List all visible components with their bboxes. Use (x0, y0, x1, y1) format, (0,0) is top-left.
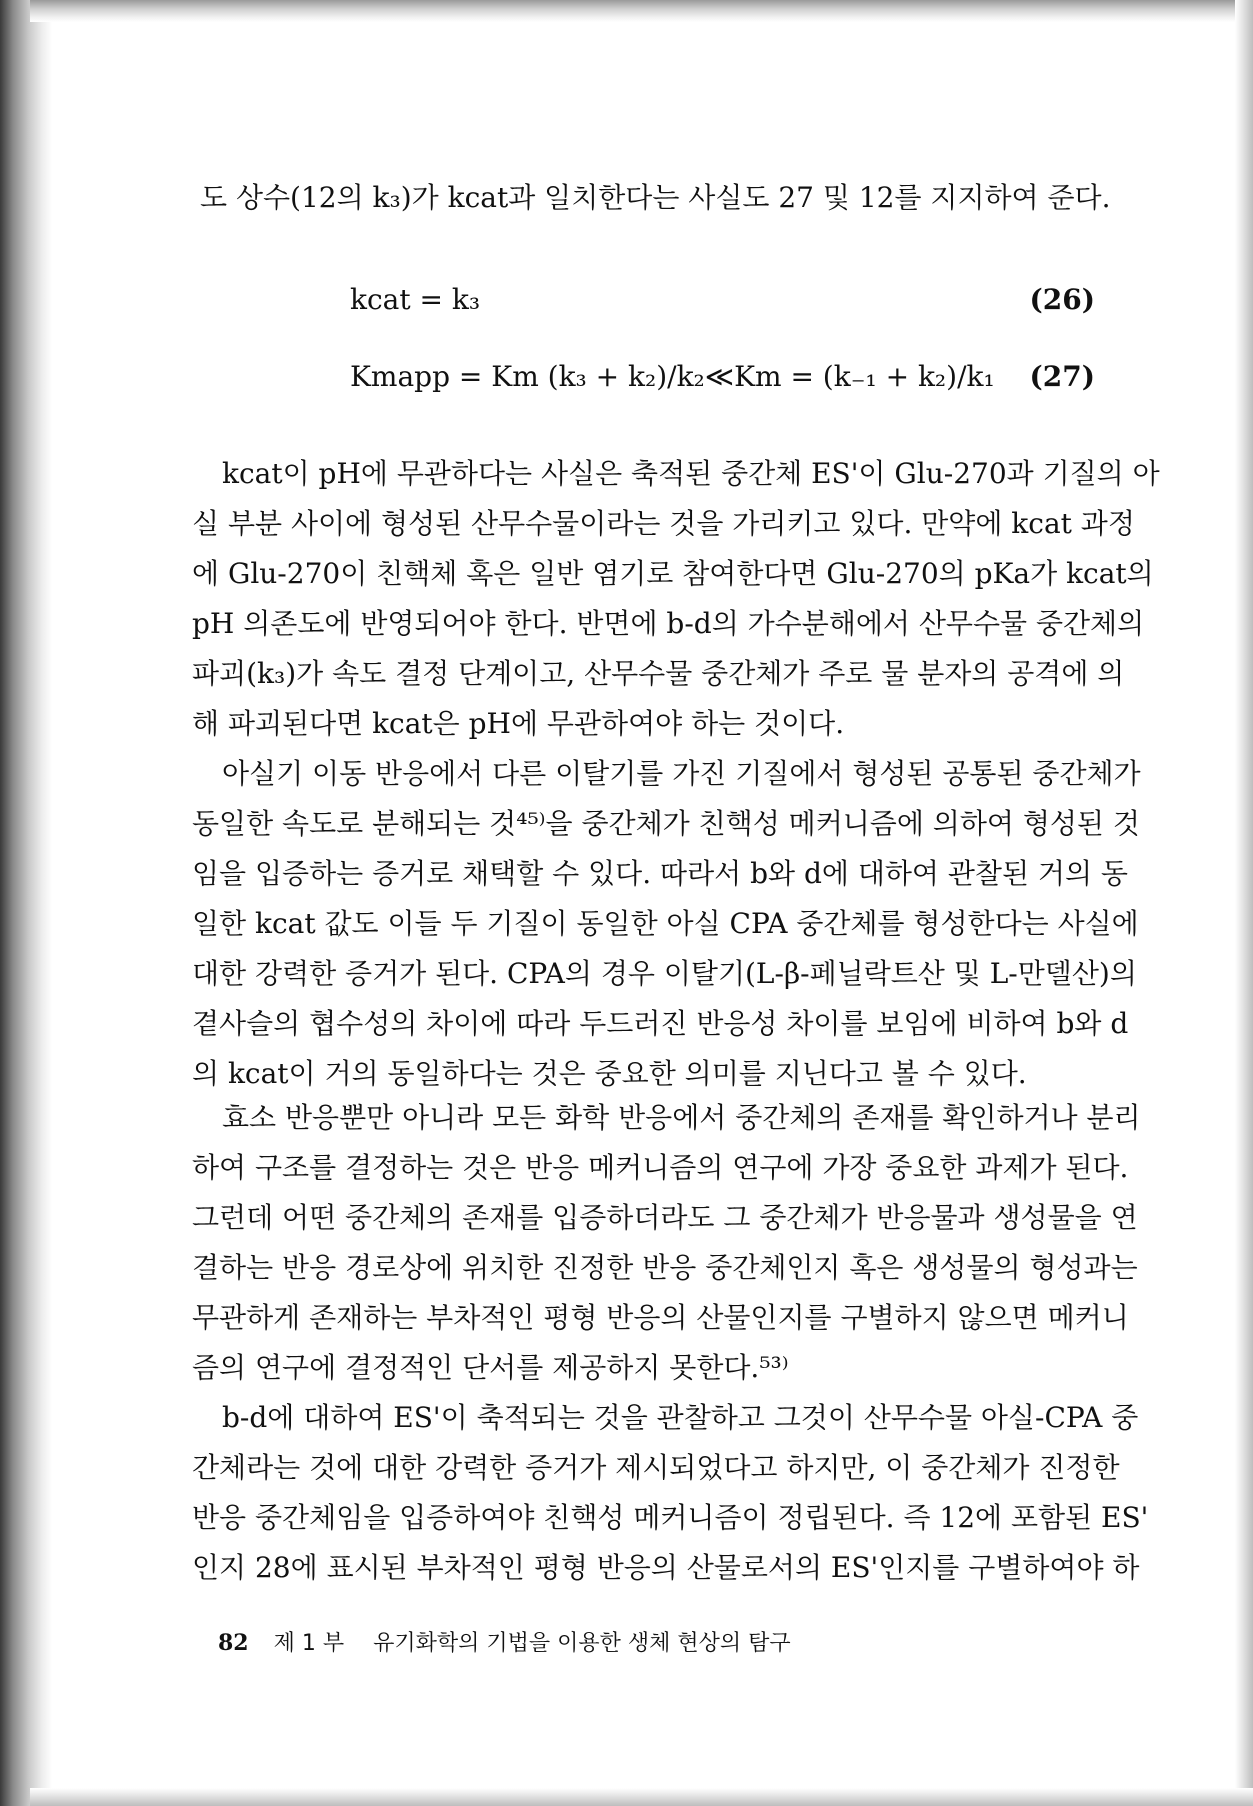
footer-part-label: 제 1 부 (273, 1631, 345, 1656)
page-edge-shadow-left (0, 0, 52, 1806)
paragraph3-line: 결하는 반응 경로상에 위치한 진정한 반응 중간체인지 혹은 생성물의 형성과는 (192, 1251, 1138, 1284)
paragraph4-line: b-d에 대하여 ES'이 축적되는 것을 관찰하고 그것이 산무수물 아실-CPA 중 (222, 1401, 1139, 1434)
paragraph2-line: 의 kcat이 거의 동일하다는 것은 중요한 의미를 지닌다고 볼 수 있다. (192, 1057, 1027, 1090)
equation-27: Kmapp = Km (k₃ + k₂)/k₂≪Km = (k₋₁ + k₂)/k₁ (350, 360, 995, 393)
paragraph1-line: pH 의존도에 반영되어야 한다. 반면에 b-d의 가수분해에서 산무수물 중간체의 (192, 607, 1145, 640)
footer-title: 유기화학의 기법을 이용한 생체 현상의 탐구 (373, 1631, 791, 1656)
paragraph2-line: 아실기 이동 반응에서 다른 이탈기를 가진 기질에서 형성된 공통된 중간체가 (222, 757, 1141, 790)
intro-line: 도 상수(12의 k₃)가 kcat과 일치한다는 사실도 27 및 12를 지지하여 준다. (200, 181, 1111, 214)
paragraph1-line: 에 Glu-270이 친핵체 혹은 일반 염기로 참여한다면 Glu-270의 pKa가 kcat의 (192, 557, 1154, 590)
paragraph1-line: 해 파괴된다면 kcat은 pH에 무관하여야 하는 것이다. (192, 707, 845, 740)
paragraph2-line: 대한 강력한 증거가 된다. CPA의 경우 이탈기(L-β-페닐락트산 및 L-만델산)의 (192, 957, 1137, 990)
page-edge-shadow-bottom (30, 1788, 1253, 1806)
paragraph3-line: 효소 반응뿐만 아니라 모든 화학 반응에서 중간체의 존재를 확인하거나 분리 (222, 1101, 1141, 1134)
paragraph1-line: kcat이 pH에 무관하다는 사실은 축적된 중간체 ES'이 Glu-270과 기질의 아 (222, 457, 1160, 490)
paragraph3-line: 그런데 어떤 중간체의 존재를 입증하더라도 그 중간체가 반응물과 생성물을 연 (192, 1201, 1138, 1234)
equation-27-number: (27) (1029, 360, 1095, 393)
paragraph3-line: 즘의 연구에 결정적인 단서를 제공하지 못한다.⁵³⁾ (192, 1351, 789, 1384)
page-edge-shadow-top (30, 0, 1253, 22)
page-number: 82 (218, 1630, 249, 1656)
equation-26: kcat = k₃ (350, 283, 481, 316)
paragraph2-line: 임을 입증하는 증거로 채택할 수 있다. 따라서 b와 d에 대하여 관찰된 거의 동 (192, 857, 1128, 890)
paragraph4-line: 인지 28에 표시된 부차적인 평형 반응의 산물로서의 ES'인지를 구별하여야 하 (192, 1551, 1140, 1584)
paragraph4-line: 반응 중간체임을 입증하여야 친핵성 메커니즘이 정립된다. 즉 12에 포함된 ES' (192, 1501, 1149, 1534)
paragraph1-line: 파괴(k₃)가 속도 결정 단계이고, 산무수물 중간체가 주로 물 분자의 공격에 의 (192, 657, 1125, 690)
equation-26-number: (26) (1029, 283, 1095, 316)
page-footer (218, 1628, 791, 1659)
paragraph4-line: 간체라는 것에 대한 강력한 증거가 제시되었다고 하지만, 이 중간체가 진정한 (192, 1451, 1120, 1484)
paragraph1-line: 실 부분 사이에 형성된 산무수물이라는 것을 가리키고 있다. 만약에 kcat 과정 (192, 507, 1135, 540)
paragraph3-line: 하여 구조를 결정하는 것은 반응 메커니즘의 연구에 가장 중요한 과제가 된다. (192, 1151, 1129, 1184)
paragraph2-line: 동일한 속도로 분해되는 것⁴⁵⁾을 중간체가 친핵성 메커니즘에 의하여 형성된 것 (192, 807, 1140, 840)
paragraph2-line: 곁사슬의 협수성의 차이에 따라 두드러진 반응성 차이를 보임에 비하여 b와 d (192, 1007, 1129, 1040)
paragraph3-line: 무관하게 존재하는 부차적인 평형 반응의 산물인지를 구별하지 않으면 메커니 (192, 1301, 1129, 1334)
page-edge-shadow-right (1235, 0, 1253, 1806)
paragraph2-line: 일한 kcat 값도 이들 두 기질이 동일한 아실 CPA 중간체를 형성한다는 사실에 (192, 907, 1139, 940)
